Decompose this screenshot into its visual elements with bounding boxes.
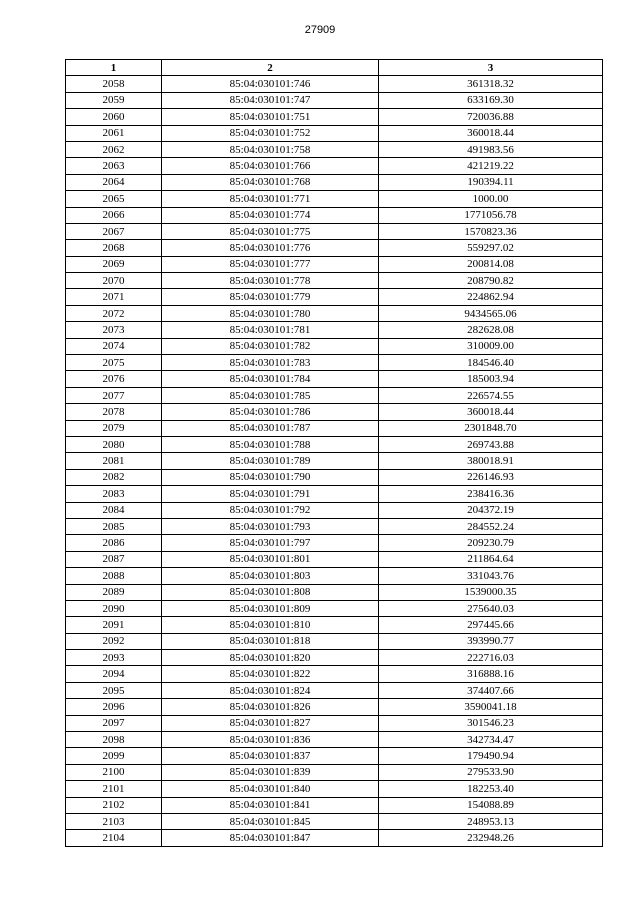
cadastral-number-cell: 85:04:030101:775 [162, 223, 379, 239]
cadastral-number-cell: 85:04:030101:746 [162, 76, 379, 92]
table-row [66, 256, 603, 272]
row-number-cell: 2083 [66, 486, 162, 502]
row-number-cell: 2085 [66, 518, 162, 534]
cadastral-number-cell: 85:04:030101:766 [162, 158, 379, 174]
table-row [66, 518, 603, 534]
cadastral-number-cell: 85:04:030101:803 [162, 568, 379, 584]
cadastral-number-cell: 85:04:030101:785 [162, 387, 379, 403]
table-row [66, 486, 603, 502]
cadastral-number-cell: 85:04:030101:822 [162, 666, 379, 682]
table-row [66, 338, 603, 354]
value-cell: 360018.44 [379, 404, 603, 420]
table-row [66, 469, 603, 485]
value-cell: 211864.64 [379, 551, 603, 567]
value-cell: 248953.13 [379, 813, 603, 829]
table-row [66, 436, 603, 452]
cadastral-number-cell: 85:04:030101:810 [162, 617, 379, 633]
value-cell: 200814.08 [379, 256, 603, 272]
row-number-cell: 2102 [66, 797, 162, 813]
cadastral-number-cell: 85:04:030101:751 [162, 109, 379, 125]
cadastral-number-cell: 85:04:030101:771 [162, 191, 379, 207]
cadastral-number-cell: 85:04:030101:776 [162, 240, 379, 256]
row-number-cell: 2095 [66, 682, 162, 698]
value-cell: 185003.94 [379, 371, 603, 387]
cadastral-number-cell: 85:04:030101:801 [162, 551, 379, 567]
table-row [66, 830, 603, 846]
table-row [66, 797, 603, 813]
value-cell: 1000.00 [379, 191, 603, 207]
value-cell: 222716.03 [379, 650, 603, 666]
row-number-cell: 2084 [66, 502, 162, 518]
cadastral-number-cell: 85:04:030101:797 [162, 535, 379, 551]
table-row [66, 764, 603, 780]
cadastral-number-cell: 85:04:030101:839 [162, 764, 379, 780]
table-row [66, 404, 603, 420]
table-row [66, 535, 603, 551]
row-number-cell: 2068 [66, 240, 162, 256]
page-number: 27909 [304, 24, 336, 36]
value-cell: 342734.47 [379, 732, 603, 748]
table-row [66, 273, 603, 289]
value-cell: 232948.26 [379, 830, 603, 846]
cadastral-number-cell: 85:04:030101:747 [162, 92, 379, 108]
value-cell: 184546.40 [379, 355, 603, 371]
cadastral-number-cell: 85:04:030101:818 [162, 633, 379, 649]
table-row [66, 732, 603, 748]
value-cell: 226146.93 [379, 469, 603, 485]
cadastral-number-cell: 85:04:030101:809 [162, 600, 379, 616]
row-number-cell: 2059 [66, 92, 162, 108]
row-number-cell: 2075 [66, 355, 162, 371]
row-number-cell: 2101 [66, 781, 162, 797]
cadastral-number-cell: 85:04:030101:780 [162, 305, 379, 321]
row-number-cell: 2099 [66, 748, 162, 764]
value-cell: 297445.66 [379, 617, 603, 633]
row-number-cell: 2098 [66, 732, 162, 748]
row-number-cell: 2072 [66, 305, 162, 321]
value-cell: 720036.88 [379, 109, 603, 125]
value-cell: 331043.76 [379, 568, 603, 584]
value-cell: 190394.11 [379, 174, 603, 190]
table-row [66, 355, 603, 371]
cadastral-number-cell: 85:04:030101:784 [162, 371, 379, 387]
column-header-2: 2 [162, 60, 379, 76]
table-row [66, 207, 603, 223]
row-number-cell: 2082 [66, 469, 162, 485]
table-row [66, 387, 603, 403]
table-row [66, 109, 603, 125]
table-row [66, 141, 603, 157]
cadastral-number-cell: 85:04:030101:789 [162, 453, 379, 469]
row-number-cell: 2080 [66, 436, 162, 452]
row-number-cell: 2079 [66, 420, 162, 436]
value-cell: 1771056.78 [379, 207, 603, 223]
table-row [66, 666, 603, 682]
value-cell: 282628.08 [379, 322, 603, 338]
row-number-cell: 2073 [66, 322, 162, 338]
cadastral-number-cell: 85:04:030101:790 [162, 469, 379, 485]
data-table [65, 59, 603, 847]
table-row [66, 76, 603, 92]
row-number-cell: 2076 [66, 371, 162, 387]
cadastral-number-cell: 85:04:030101:787 [162, 420, 379, 436]
table-row [66, 223, 603, 239]
table-row [66, 305, 603, 321]
table-row [66, 371, 603, 387]
cadastral-number-cell: 85:04:030101:777 [162, 256, 379, 272]
row-number-cell: 2089 [66, 584, 162, 600]
cadastral-number-cell: 85:04:030101:788 [162, 436, 379, 452]
row-number-cell: 2078 [66, 404, 162, 420]
row-number-cell: 2090 [66, 600, 162, 616]
table-row [66, 568, 603, 584]
cadastral-number-cell: 85:04:030101:827 [162, 715, 379, 731]
table-row [66, 617, 603, 633]
row-number-cell: 2094 [66, 666, 162, 682]
value-cell: 238416.36 [379, 486, 603, 502]
value-cell: 301546.23 [379, 715, 603, 731]
table-row [66, 551, 603, 567]
row-number-cell: 2065 [66, 191, 162, 207]
value-cell: 374407.66 [379, 682, 603, 698]
value-cell: 393990.77 [379, 633, 603, 649]
table-row [66, 600, 603, 616]
value-cell: 3590041.18 [379, 699, 603, 715]
cadastral-number-cell: 85:04:030101:826 [162, 699, 379, 715]
row-number-cell: 2097 [66, 715, 162, 731]
cadastral-number-cell: 85:04:030101:840 [162, 781, 379, 797]
row-number-cell: 2069 [66, 256, 162, 272]
value-cell: 204372.19 [379, 502, 603, 518]
table-row [66, 748, 603, 764]
table-row [66, 584, 603, 600]
table-row [66, 650, 603, 666]
value-cell: 226574.55 [379, 387, 603, 403]
row-number-cell: 2100 [66, 764, 162, 780]
table-row [66, 453, 603, 469]
value-cell: 269743.88 [379, 436, 603, 452]
value-cell: 279533.90 [379, 764, 603, 780]
row-number-cell: 2081 [66, 453, 162, 469]
row-number-cell: 2086 [66, 535, 162, 551]
cadastral-number-cell: 85:04:030101:779 [162, 289, 379, 305]
value-cell: 154088.89 [379, 797, 603, 813]
table-body [66, 76, 603, 846]
table-row [66, 420, 603, 436]
row-number-cell: 2091 [66, 617, 162, 633]
value-cell: 9434565.06 [379, 305, 603, 321]
cadastral-number-cell: 85:04:030101:781 [162, 322, 379, 338]
value-cell: 310009.00 [379, 338, 603, 354]
cadastral-number-cell: 85:04:030101:768 [162, 174, 379, 190]
cadastral-number-cell: 85:04:030101:758 [162, 141, 379, 157]
table-row [66, 682, 603, 698]
row-number-cell: 2096 [66, 699, 162, 715]
row-number-cell: 2104 [66, 830, 162, 846]
cadastral-number-cell: 85:04:030101:774 [162, 207, 379, 223]
row-number-cell: 2067 [66, 223, 162, 239]
row-number-cell: 2074 [66, 338, 162, 354]
value-cell: 421219.22 [379, 158, 603, 174]
row-number-cell: 2062 [66, 141, 162, 157]
table-row [66, 813, 603, 829]
cadastral-number-cell: 85:04:030101:752 [162, 125, 379, 141]
table-row [66, 240, 603, 256]
row-number-cell: 2060 [66, 109, 162, 125]
cadastral-number-cell: 85:04:030101:847 [162, 830, 379, 846]
table-row [66, 125, 603, 141]
value-cell: 208790.82 [379, 273, 603, 289]
row-number-cell: 2063 [66, 158, 162, 174]
cadastral-number-cell: 85:04:030101:792 [162, 502, 379, 518]
cadastral-number-cell: 85:04:030101:836 [162, 732, 379, 748]
value-cell: 1570823.36 [379, 223, 603, 239]
value-cell: 316888.16 [379, 666, 603, 682]
cadastral-number-cell: 85:04:030101:808 [162, 584, 379, 600]
cadastral-number-cell: 85:04:030101:837 [162, 748, 379, 764]
value-cell: 380018.91 [379, 453, 603, 469]
cadastral-number-cell: 85:04:030101:778 [162, 273, 379, 289]
table-row [66, 191, 603, 207]
table-row [66, 158, 603, 174]
row-number-cell: 2077 [66, 387, 162, 403]
value-cell: 361318.32 [379, 76, 603, 92]
column-header-1: 1 [66, 60, 162, 76]
column-header-3: 3 [379, 60, 603, 76]
table-row [66, 289, 603, 305]
row-number-cell: 2087 [66, 551, 162, 567]
value-cell: 182253.40 [379, 781, 603, 797]
cadastral-number-cell: 85:04:030101:820 [162, 650, 379, 666]
value-cell: 209230.79 [379, 535, 603, 551]
cadastral-number-cell: 85:04:030101:793 [162, 518, 379, 534]
cadastral-number-cell: 85:04:030101:783 [162, 355, 379, 371]
row-number-cell: 2058 [66, 76, 162, 92]
value-cell: 1539000.35 [379, 584, 603, 600]
table-row [66, 633, 603, 649]
cadastral-number-cell: 85:04:030101:841 [162, 797, 379, 813]
cadastral-number-cell: 85:04:030101:824 [162, 682, 379, 698]
value-cell: 559297.02 [379, 240, 603, 256]
row-number-cell: 2071 [66, 289, 162, 305]
table-row [66, 699, 603, 715]
row-number-cell: 2064 [66, 174, 162, 190]
row-number-cell: 2066 [66, 207, 162, 223]
value-cell: 633169.30 [379, 92, 603, 108]
value-cell: 224862.94 [379, 289, 603, 305]
table-row [66, 715, 603, 731]
value-cell: 284552.24 [379, 518, 603, 534]
value-cell: 360018.44 [379, 125, 603, 141]
table-row [66, 92, 603, 108]
table-row [66, 781, 603, 797]
row-number-cell: 2061 [66, 125, 162, 141]
row-number-cell: 2092 [66, 633, 162, 649]
cadastral-number-cell: 85:04:030101:791 [162, 486, 379, 502]
row-number-cell: 2103 [66, 813, 162, 829]
row-number-cell: 2088 [66, 568, 162, 584]
value-cell: 179490.94 [379, 748, 603, 764]
table-row [66, 174, 603, 190]
value-cell: 2301848.70 [379, 420, 603, 436]
cadastral-number-cell: 85:04:030101:845 [162, 813, 379, 829]
table-row [66, 502, 603, 518]
cadastral-number-cell: 85:04:030101:782 [162, 338, 379, 354]
row-number-cell: 2093 [66, 650, 162, 666]
value-cell: 275640.03 [379, 600, 603, 616]
table-row [66, 322, 603, 338]
cadastral-number-cell: 85:04:030101:786 [162, 404, 379, 420]
table-header-row [66, 60, 603, 76]
value-cell: 491983.56 [379, 141, 603, 157]
row-number-cell: 2070 [66, 273, 162, 289]
